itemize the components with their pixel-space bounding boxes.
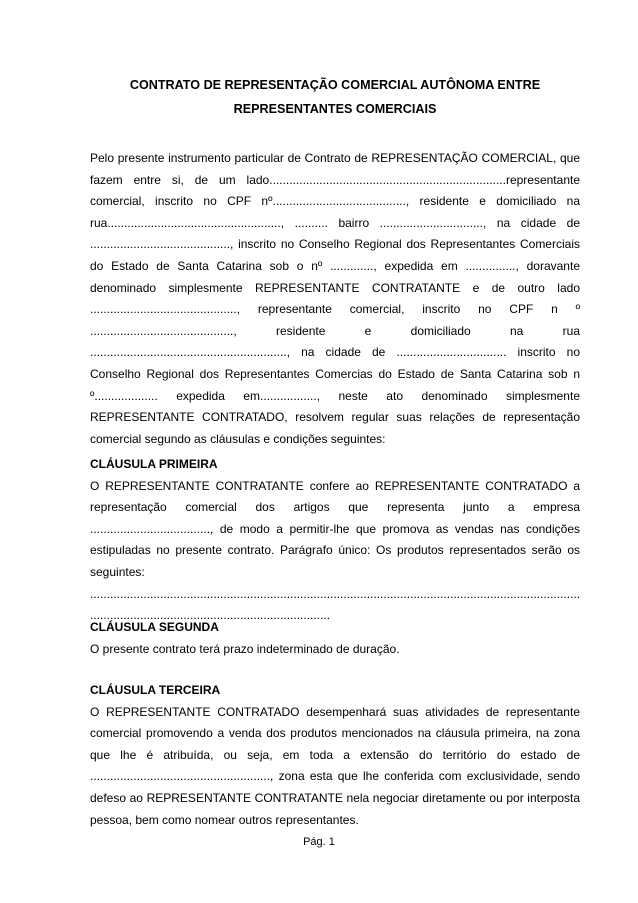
clause-3-heading: CLÁUSULA TERCEIRA bbox=[90, 683, 221, 697]
clause-2-heading: CLÁUSULA SEGUNDA bbox=[90, 620, 219, 634]
clause-1-dots-line-2: ........................................................................ bbox=[90, 608, 331, 623]
clause-1-heading: CLÁUSULA PRIMEIRA bbox=[90, 457, 218, 471]
clause-1-dots-line-1: ................................................................................................................................................... bbox=[90, 586, 580, 601]
intro-paragraph: Pelo presente instrumento particular de Contrato de REPRESENTAÇÃO COMERCIAL, que fazem entre si, de um lado.......................................................................representante comercial, inscrito no CPF nº........................................, residente e domiciliado na rua...................................................., .......... bairro ..............................., na cidade de .........................................., inscrito no Conselho Regional dos Representantes Comerciais do Estado de Santa Catarina sob o nº ............., expedida em ..............., doravante denominado simplesmente REPRESENTANTE CONTRATANTE e de outro lado ............................................, representante comercial, inscrito no CPF n º ..........................................., residente e domiciliado na rua ..........................................................., na cidade de ................................. inscrito no Conselho Regional dos Representantes Comercias do Estado de Santa Catarina sob n º................... expedida em................., neste ato denominado simplesmente REPRESENTANTE CONTRATADO, resolvem regular suas relações de representação comercial segundo as cláusulas e condições seguintes: bbox=[90, 151, 580, 446]
clause-3-text: O REPRESENTANTE CONTRATADO desempenhará suas atividades de representante comercial promovendo a venda dos produtos mencionados na cláusula primeira, na zona que lhe é atribuída, ou seja, em toda a extensão do território do estado de ......................................................, zona esta que lhe conferida com exclusividade, sendo defeso ao REPRESENTANTE CONTRATANTE nela negociar diretamente ou por interposta pessoa, bem como nomear outros representantes. bbox=[90, 704, 580, 827]
intro-paragraph-block bbox=[90, 148, 580, 450]
page-number: Pág. 1 bbox=[303, 836, 335, 848]
document-title bbox=[90, 73, 580, 121]
clause-2-text: O presente contrato terá prazo indeterminado de duração. bbox=[90, 641, 400, 656]
clause-3-block bbox=[90, 680, 580, 831]
clause-2-block bbox=[90, 617, 580, 660]
clause-1-text: O REPRESENTANTE CONTRATANTE confere ao REPRESENTANTE CONTRATADO a representação comercial dos artigos que representa junto a empresa ...................................., de modo a permitir-lhe que promova as vendas nas condições estipuladas no presente contrato. Parágrafo único: Os produtos representados serão os seguintes: bbox=[90, 478, 580, 579]
title-line-2: REPRESENTANTES COMERCIAIS bbox=[233, 102, 437, 116]
clause-1-block bbox=[90, 454, 580, 627]
title-line-1: CONTRATO DE REPRESENTAÇÃO COMERCIAL AUTÔNOMA ENTRE bbox=[129, 78, 541, 92]
